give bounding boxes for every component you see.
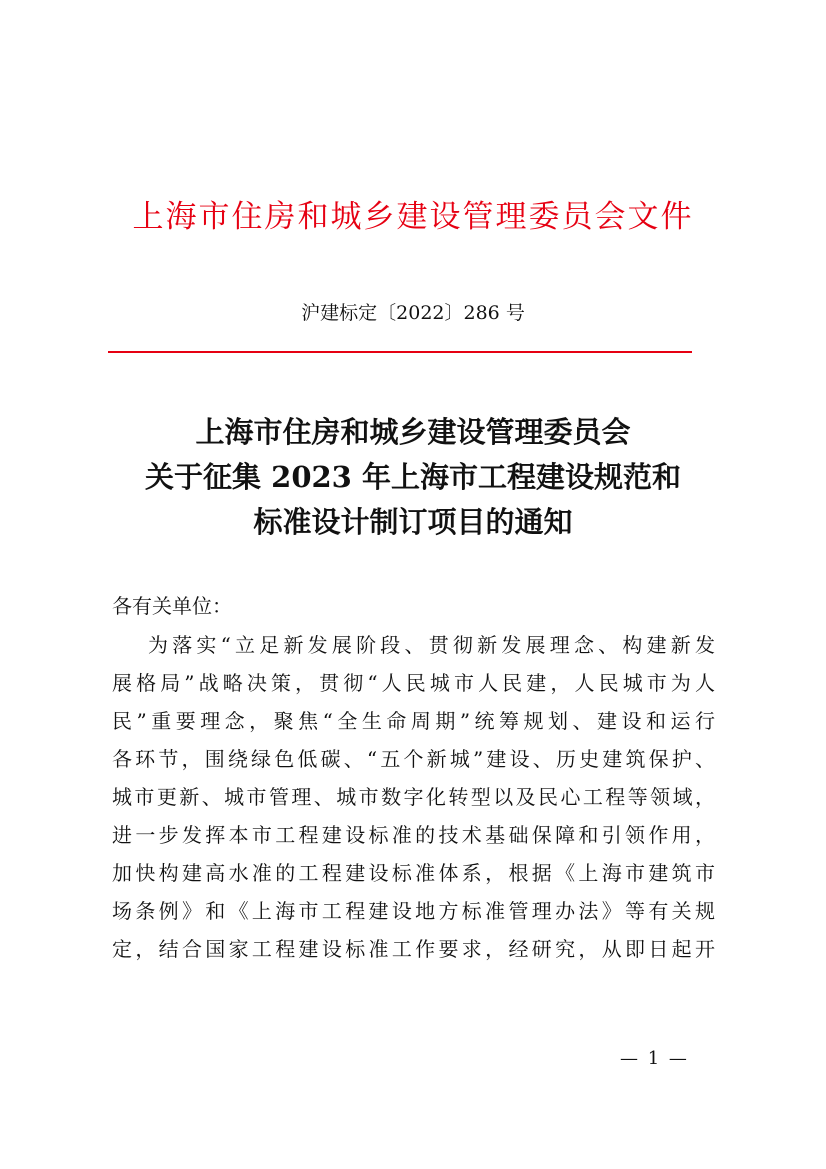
body-line: 民”重要理念，聚焦“全生命周期”统筹规划、建设和运行 <box>112 709 715 733</box>
body-paragraph <box>112 626 715 968</box>
title-line: 关于征集 2023 年上海市工程建设规范和 <box>145 460 681 494</box>
body-line: 加快构建高水准的工程建设标准体系，根据《上海市建筑市 <box>112 861 715 885</box>
body-line: 城市更新、城市管理、城市数字化转型以及民心工程等领域， <box>112 785 715 809</box>
document-number: 沪建标定〔2022〕286 号 <box>301 302 525 324</box>
body-line: 各环节，围绕绿色低碳、“五个新城”建设、历史建筑保护、 <box>112 747 715 771</box>
document-title <box>0 410 826 545</box>
salutation: 各有关单位： <box>112 594 232 618</box>
body-line: 定，结合国家工程建设标准工作要求，经研究，从即日起开 <box>112 937 715 961</box>
title-line: 上海市住房和城乡建设管理委员会 <box>195 415 631 449</box>
body-line: 场条例》和《上海市工程建设地方标准管理办法》等有关规 <box>112 899 715 923</box>
issuer-header-title: 上海市住房和城乡建设管理委员会文件 <box>132 199 694 235</box>
page-number: — 1 — <box>620 1048 689 1069</box>
body-line: 展格局”战略决策，贯彻“人民城市人民建，人民城市为人 <box>112 671 715 695</box>
title-line: 标准设计制订项目的通知 <box>253 505 573 539</box>
red-divider <box>108 351 692 353</box>
body-line: 进一步发挥本市工程建设标准的技术基础保障和引领作用， <box>112 823 715 847</box>
body-line: 为落实“立足新发展阶段、贯彻新发展理念、构建新发 <box>148 633 715 657</box>
